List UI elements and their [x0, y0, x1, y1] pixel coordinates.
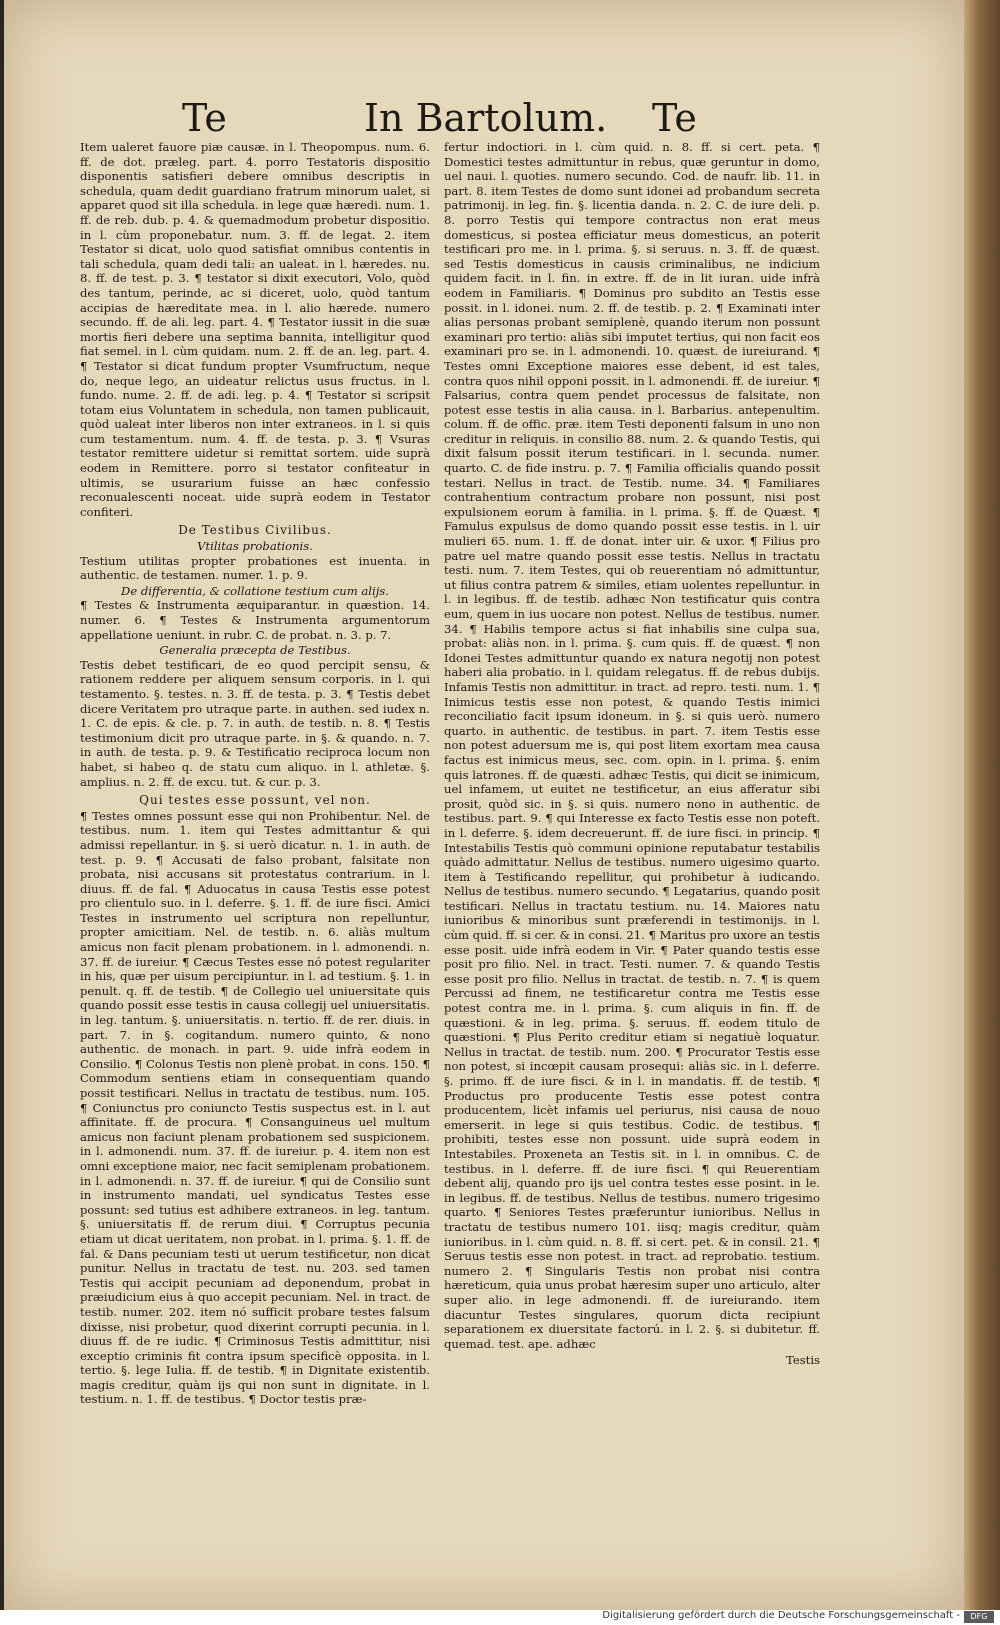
running-head-title: In Bartolum. [364, 96, 608, 140]
dfg-logo: DFG [964, 1611, 994, 1623]
paragraph-testator: Item ualeret fauore piæ causæ. in l. Theopompus. num. 6. ff. de dot. præleg. part. 4. porro Testatoris dispositio disponentis satisfieri debere omnibus descriptis in schedula, quam dedit guardiano fratrum minorum ualet, si apparet quod sit illa schedula. in lege quæ hæredi. num. 1. ff. de reb. dub. p. 4. & quemadmodum probetur dispositio. in l. cùm proponebatur. num. 3. ff. de legat. 2. item Testator si dicat, uolo quod satisfiat omnibus contentis in tali schedula, quam dedi tali: an ualeat. in l. hæredes. nu. 8. ff. de test. p. 3. ¶ testator si dixit executori, Volo, quòd des tantum, perinde, ac si diceret, uolo, quòd tantum accipias de hæreditate mea. in l. alio hærede. numero secundo. ff. de ali. leg. part. 4. ¶ Testator iussit in die suæ mortis fieri debere una septima bannita, intelligitur quod fiat semel. in l. cùm quidam. num. 2. ff. de an. leg. part. 4. ¶ Testator si dicat fundum propter Vsumfructum, neque do, neque lego, an uideatur relictus usus fructus. in l. fundo. nume. 2. ff. de adi. leg. p. 4. ¶ Testator si scripsit totam eius Voluntatem in schedula, non tamen publicauit, quòd ualeat inter liberos non inter extraneos. in l. si quis cum testamentum. num. 4. ff. de testa. p. 3. ¶ Vsuras testator remittere uidetur si remittat sortem. uide suprà eodem in Remittere. porro si testator confiteatur in ultimis, se usurarium fuisse an hæc confessio reconualescenti noceat. uide suprà eodem in Testator confiteri. [80, 140, 430, 519]
book-page-edge [964, 0, 1000, 1610]
book-page [4, 0, 964, 1610]
paragraph-right: fertur indoctiori. in l. cùm quid. n. 8. ff. si cert. peta. ¶ Domestici testes admittuntur in rebus, quæ geruntur in domo, uel naui. l. quoties. numero secundo. Cod. de naufr. lib. 11. in part. 8. item Testes de domo sunt idonei ad probandum secreta patrimonij. in leg. fin. §. licentia danda. n. 2. C. de iure deli. p. 8. porro Testis qui tempore contractus non erat meus domesticus, si postea efficiatur meus domesticus, an poterit testificari pro me. in l. prima. §. si seruus. n. 3. ff. de quæst. sed Testis domesticus in causis criminalibus, ne indicium quidem facit. in l. fin. in extre. ff. de in lit iuran. uide infrà eodem in Familiaris. ¶ Dominus pro subdito an Testis esse possit. in l. idonei. num. 2. ff. de testib. p. 2. ¶ Examinati inter alias personas probant semiplenè, quando iterum non possunt examinari pro tertio: aliàs sibi imputet tertius, qui non facit eos examinari pro se. in l. admonendi. 10. quæst. de iureiurand. ¶ Testes omni Exceptione maiores esse debent, id est tales, contra quos nihil opponi possit. in l. admonendi. ff. de iureiur. ¶ Falsarius, contra quem pendet processus de falsitate, non potest esse testis in alia causa. in l. Barbarius. antepenultim. colum. ff. de offic. præ. item Testi deponenti falsum in uno non creditur in reliquis. in consilio 88. num. 2. & quando Testis, qui dixit falsum possit iterum testificari. in l. secunda. numer. quarto. C. de fide instru. p. 7. ¶ Familia officialis quando possit testari. Nellus in tract. de Testib. nume. 34. ¶ Familiares contrahentium contractum probare non possunt, nisi post expulsionem eorum à familia. in l. prima. §. ff. de Quæst. ¶ Famulus expulsus de domo quando possit esse testis. in l. uir mulieri 65. num. 1. ff. de donat. inter uir. & uxor. ¶ Filius pro patre uel matre quando possit esse testis. Nellus in tractatu testi. num. 7. item Testes, qui ob reuerentiam nó admittuntur, ut filius contra patrem & similes, etiam uolentes repelluntur. in l. in legibus. ff. de testib. adhæc Non testificatur quis contra eum, quem in ius uocare non potest. Nellus de testibus. numer. 34. ¶ Habilis tempore actus si fiat inhabilis sine culpa sua, probat: aliàs non. in l. prima. §. cum quis. ff. de quæst. ¶ non Idonei Testes admittuntur quando ex natura negotij non potest haberi alia probatio. in l. quidam relegatus. ff. de rebus dubijs. Infamis Testis non admittitur. in tract. ad repro. testi. num. 1. ¶ Inimicus testis esse non potest, & quando Testis inimici reconciliatio facit ipsum idoneum. in §. si quis uerò. numero quarto. in authentic. de testibus. in part. 7. item Testis esse non potest aduersum me is, qui post litem exortam mea causa factus est inimicus meus, sec. com. opin. in l. prima. §. enim quis latrones. ff. de quæsti. adhæc Testis, qui dicit se inimicum, uel infamem, ut euitet ne testificetur, an eius afferatur sibi prosit, quòd sic. in §. si quis. numero nono in authentic. de testibus. part. 9. ¶ qui Interesse ex facto Testis esse non poteft. in l. deferre. §. idem decreuerunt. ff. de iure fisci. in princip. ¶ Intestabilis Testis quò communi opinione reputabatur testabilis quàdo admittatur. Nellus de testibus. numero uigesimo quarto. item à Testificando repellitur, qui prohibetur à iudicando. Nellus de testibus. numero secundo. ¶ Legatarius, quando posit testificari. Nellus in tractatu testium. nu. 14. Maiores natu iunioribus & minoribus sunt præferendi in testimonijs. in l. cùm quid. ff. si cer. & in consi. 21. ¶ Maritus pro uxore an testis esse posit. uide infrà eodem in Vir. ¶ Pater quando testis esse posit pro filio. Nel. in tract. Testi. numer. 7. & quando Testis esse posit pro filio. Nellus in tractat. de testib. n. 7. ¶ is quem Percussi ad finem, ne testificaretur contra me Testis esse potest contra me. in l. prima. §. cum aliquis in fin. ff. de quæstioni. & in leg. prima. §. seruus. ff. eodem titulo de quæstioni. ¶ Plus Perito creditur etiam si negatiuè loquatur. Nellus in tractat. de testib. num. 200. ¶ Procurator Testis esse non potest, si incœpit causam prosequi: aliàs sic. in l. deferre. §. primo. ff. de iure fisci. & in l. in mandatis. ff. de testib. ¶ Productus pro producente Testis esse potest contra producentem, licèt infamis uel periurus, nisi causa de nouo emerserit. in lege si quis testibus. Codic. de testibus. ¶ prohibiti, testes esse non possunt. uide suprà eodem in Intestabiles. Proxeneta an Testis sit. in l. in omnibus. C. de testibus. in l. deferre. ff. de iure fisci. ¶ qui Reuerentiam debent alij, quando pro ijs uel contra testes esse posint. in le. in legibus. ff. de testibus. Nellus de testibus. numero trigesimo quarto. ¶ Seniores Testes præferuntur iunioribus. Nellus in tractatu de testibus numero 101. iisq; magis creditur, quàm iunioribus. in l. cùm quid. n. 8. ff. si cert. pet. & in consil. 21. ¶ Seruus testis esse non potest. in tract. ad reprobatio. testium. numero 2. ¶ Singularis Testis non probat nisi contra hæreticum, quia unus probat hæresim super uno articulo, alter super alio. in lege admonendi. ff. de iureiurando. item diacuntur Testes singulares, quorum dicta recipiunt separationem ex diuersitate factorú. in l. 2. §. si dubitetur. ff. quemad. test. ape. adhæc [444, 140, 820, 1351]
section-title-qui-testes: Qui testes esse possunt, vel non. [139, 793, 371, 808]
running-head-right: Te [652, 96, 697, 140]
footer-bar [0, 1610, 1000, 1625]
subhead-utilitas: Vtilitas probationis. [197, 539, 313, 554]
footer-credit: Digitalisierung gefördert durch die Deutsche Forschungsgemeinschaft - [602, 1610, 960, 1621]
subhead-differentia: De differentia, & collatione testium cum alijs. [121, 583, 389, 598]
running-head [4, 96, 964, 146]
paragraph-qui-testes: ¶ Testes omnes possunt esse qui non Prohibentur. Nel. de testibus. num. 1. item qui Testes admittantur & qui admissi repellantur. in §. si uerò dicatur. n. 1. in auth. de test. p. 9. ¶ Accusati de falso probant, falsitate non probata, nisi accusans sit protestatus contrarium. in l. diuus. ff. de fal. ¶ Aduocatus in causa Testis esse potest pro clientulo suo. in l. deferre. §. 1. ff. de iure fisci. Amici Testes in instrumento uel scriptura non repelluntur, propter amicitiam. Nel. de testib. n. 6. aliàs multum amicus non facit plenam probationem. in l. admonendi. n. 37. ff. de iureiur. ¶ Cæcus Testes esse nó potest regulariter in his, quæ per uisum percipiuntur. in l. ad testium. §. 1. in penult. q. ff. de testib. ¶ de Collegio uel uniuersitate quis quando possit esse testis in causa collegij uel uniuersitatis. in leg. tantum. §. uniuersitatis. n. tertio. ff. de rer. diuis. in part. 7. in §. cogitandum. numero quinto, & nono authentic. de monach. in part. 9. uide infrà eodem in Consilio. ¶ Colonus Testis non plenè probat. in cons. 150. ¶ Commodum sentiens etiam in consequentiam quando possit testificari. Nellus in tractatu de testibus. num. 105. ¶ Coniunctus pro coniuncto Testis suspectus est. in l. aut affinitate. ff. de procura. ¶ Consanguineus uel multum amicus non faciunt plenam probationem sed suspicionem. in l. admonendi. num. 37. ff. de iureiur. p. 4. item non est omni exceptione maior, nec facit semiplenam probationem. in l. admonendi. n. 37. ff. de iureiur. ¶ qui de Consilio sunt in instrumento mandati, uel syndicatus Testes esse possunt: sed tutius est adhibere extraneos. in leg. tantum. §. uniuersitatis ff. de rerum diui. ¶ Corruptus pecunia etiam ut dicat ueritatem, non probat. in l. prima. §. 1. ff. de fal. & Dans pecuniam testi ut uerum testificetur, non dicat punitur. Nellus in tractatu de test. nu. 203. sed tamen Testis qui accipit pecuniam ad deponendum, probat in præiudicium eius à quo accepit pecuniam. Nel. in tract. de testib. numer. 202. item nó sufficit probare testes falsum dixisse, nisi probetur, quod dixerint corrupti pecunia. in l. diuus ff. de re iudic. ¶ Criminosus Testis admittitur, nisi exceptio criminis fit contra ipsum specificè opposita. in l. tertio. §. lege Iulia. ff. de testib. ¶ in Dignitate existentib. magis creditur, quàm ijs qui non sunt in dignitate. in l. testium. n. 1. ff. de testibus. ¶ Doctor testis præ- [80, 808, 430, 1407]
running-head-left: Te [182, 96, 227, 140]
subhead-generalia: Generalia præcepta de Testibus. [159, 643, 351, 658]
right-column [444, 140, 820, 1368]
catchword: Testis [786, 1353, 820, 1368]
paragraph-utilitas: Testium utilitas propter probationes est inuenta. in authentic. de testamen. numer. 1. p. 9. [80, 553, 430, 583]
section-title: De Testibus Civilibus. [178, 523, 332, 538]
left-column [80, 140, 430, 1408]
paragraph-differentia: ¶ Testes & Instrumenta æquiparantur. in quæstion. 14. numer. 6. ¶ Testes & Instrumenta argumentorum appellatione ueniunt. in rubr. C. de probat. n. 3. p. 7. [80, 598, 430, 642]
paragraph-generalia: Testis debet testificari, de eo quod percipit sensu, & rationem reddere per aliquem sensum corporis. in l. qui testamento. §. testes. n. 3. ff. de testa. p. 3. ¶ Testis debet dicere Veritatem pro utraque parte. in authen. sed iudex n. 1. C. de epis. & cle. p. 7. in auth. de testib. n. 8. ¶ Testis testimonium dicit pro utraque parte. in §. & quando. n. 7. in auth. de testa. p. 9. & Testificatio reciproca locum non habet, si habeo q. de statu cum aliquo. in l. athletæ. §. amplius. n. 2. ff. de excu. tut. & cur. p. 3. [80, 657, 430, 789]
